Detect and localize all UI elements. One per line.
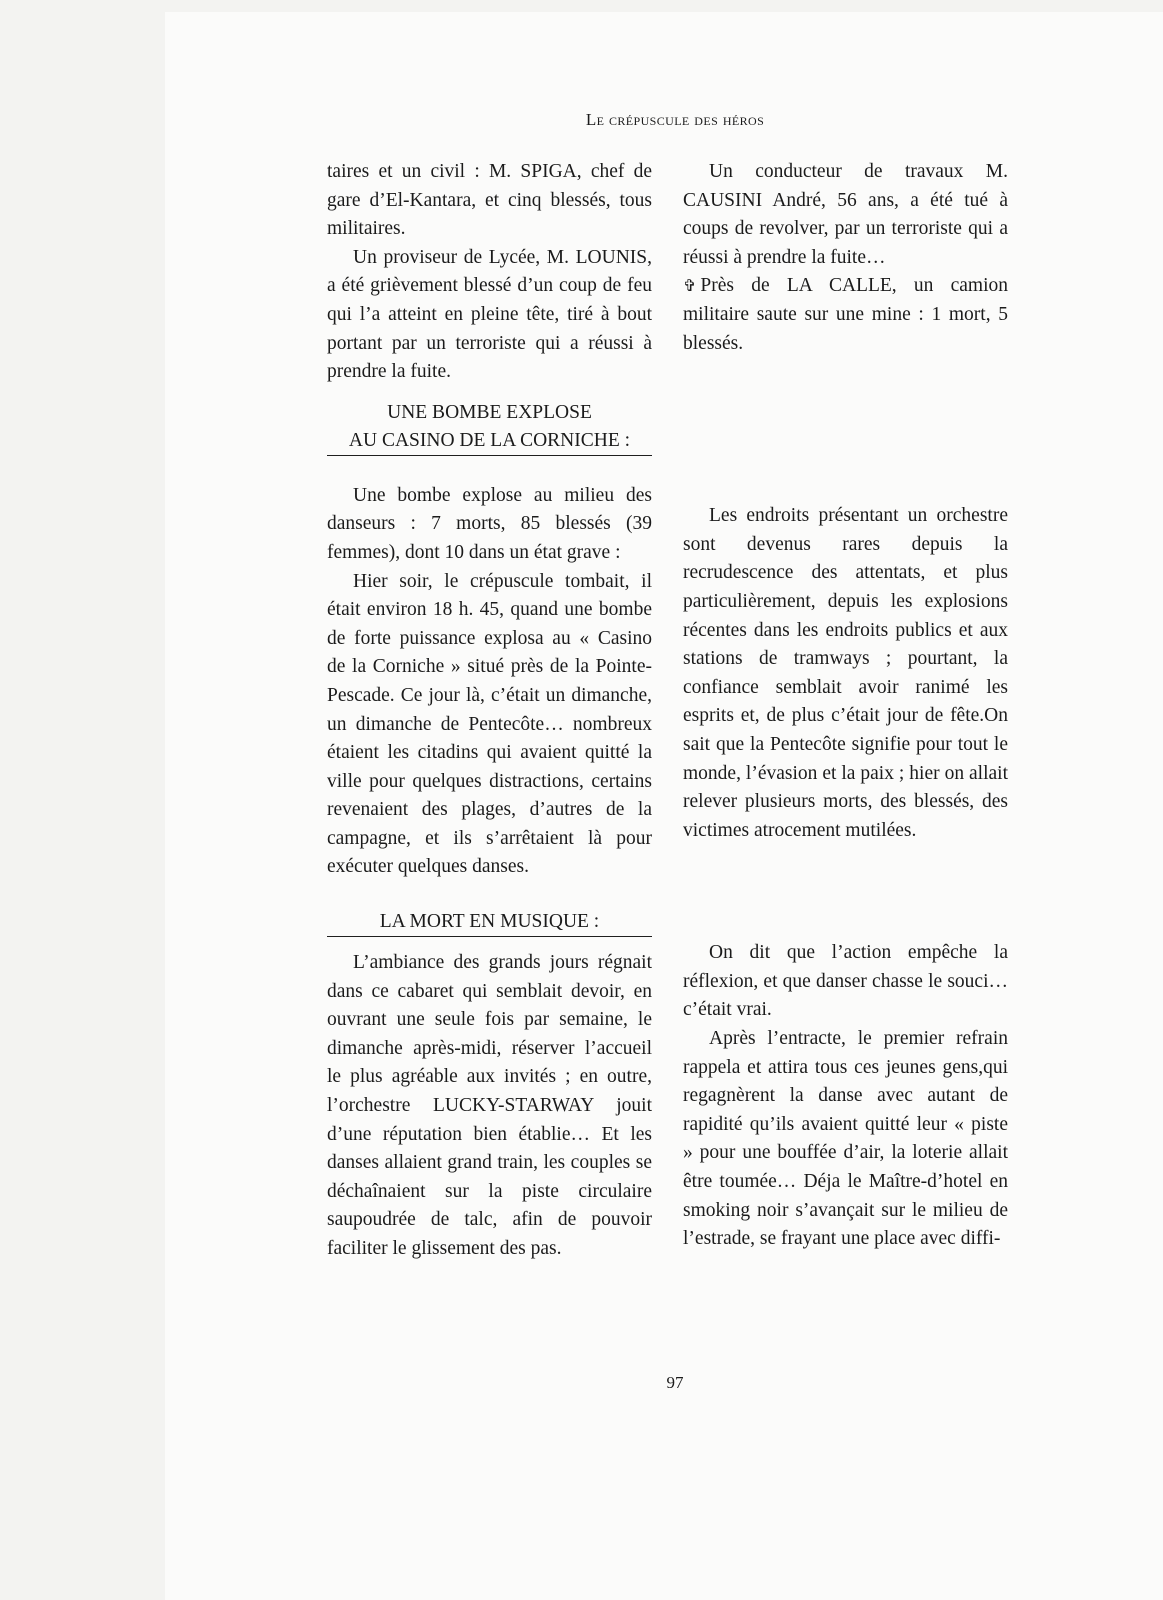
heading-line: AU CASINO DE LA CORNICHE : xyxy=(348,429,631,451)
left-column xyxy=(327,158,652,1264)
spacer xyxy=(327,456,652,482)
paragraph: taires et un civil : M. SPIGA, chef de gare d’El-Kantara, et cinq blessés, tous militaires. xyxy=(327,161,652,240)
paragraph: L’ambiance des grands jours régnait dans ce cabaret qui semblait devoir, en ouvrant une seule fois par semaine, le dimanche après-midi, réserver l’accueil le plus agréable aux invités ; en outre, l’orchestre LUCKY-STARWAY jouit d’une réputation bien établie… Et les danses allaient grand train, les couples se déchaînaient sur la piste circulaire saupoudrée de talc, afin de pouvoir faciliter le glissement des pas. xyxy=(327,952,652,1259)
cross-icon: ✞ xyxy=(683,276,697,296)
spacer xyxy=(327,937,652,949)
spacer xyxy=(683,358,1008,502)
paragraph: On dit que l’action empêche la réflexion, et que danser chasse le souci… c’était vrai. xyxy=(683,942,1008,1021)
paragraph-text: Près de LA CALLE, un camion militaire saute sur une mine : 1 mort, 5 blessés. xyxy=(683,275,1008,354)
spacer xyxy=(327,882,652,908)
page-sheet xyxy=(165,12,1163,1600)
paragraph: Une bombe explose au milieu des danseurs : 7 morts, 85 blessés (39 femmes), dont 10 dans un état grave : xyxy=(327,484,652,563)
paragraph-with-cross xyxy=(683,272,1008,358)
heading-line: LA MORT EN MUSIQUE : xyxy=(379,911,600,933)
section-heading-bomb xyxy=(327,399,652,456)
spacer xyxy=(327,387,652,399)
page-number: 97 xyxy=(666,1373,684,1392)
section-heading-music xyxy=(327,908,652,937)
running-head: Le crépuscule des héros xyxy=(585,110,765,129)
paragraph: Un conducteur de travaux M. CAUSINI André, 56 ans, a été tué à coups de revolver, par un terroriste qui a réussi à prendre la fuite… xyxy=(683,161,1008,268)
paragraph: Les endroits présentant un orchestre sont devenus rares depuis la recrudescence des attentats, et plus particulièrement, depuis les explosions récentes dans les endroits publics et aux stations de tramways ; pourtant, la confiance semblait avoir ranimé les esprits et, de plus c’était jour de fête.On sait que la Pentecôte signifie pour tout le monde, l’évasion et la paix ; hier on allait relever plusieurs morts, des blessés, des victimes atrocement mutilées. xyxy=(683,505,1008,841)
heading-line: UNE BOMBE EXPLOSE xyxy=(387,401,592,423)
spacer xyxy=(683,845,1008,939)
right-column xyxy=(683,158,1008,1254)
paragraph: Un proviseur de Lycée, M. LOUNIS, a été grièvement blessé d’un coup de feu qui l’a atteint en pleine tête, tiré à bout portant par un terroriste qui a réussi à prendre la fuite. xyxy=(327,246,652,383)
paragraph: Hier soir, le crépuscule tombait, il était environ 18 h. 45, quand une bombe de forte puissance explosa au « Casino de la Corniche » situé près de la Pointe-Pescade. Ce jour là, c’était un dimanche, un dimanche de Pentecôte… nombreux étaient les citadins qui avaient quitté la ville pour quelques distractions, certains revenaient des plages, d’autres de la campagne, et ils s’arrêtaient là pour exécuter quelques danses. xyxy=(327,570,652,878)
paragraph: Après l’entracte, le premier refrain rappela et attira tous ces jeunes gens,qui regagnèrent la danse avec autant de rapidité qu’ils avaient quitté leur « piste » pour une bouffée d’air, la loterie allait être toumée… Déja le Maître-d’hotel en smoking noir s’avançait sur le milieu de l’estrade, se frayant une place avec diffi- xyxy=(683,1028,1008,1250)
